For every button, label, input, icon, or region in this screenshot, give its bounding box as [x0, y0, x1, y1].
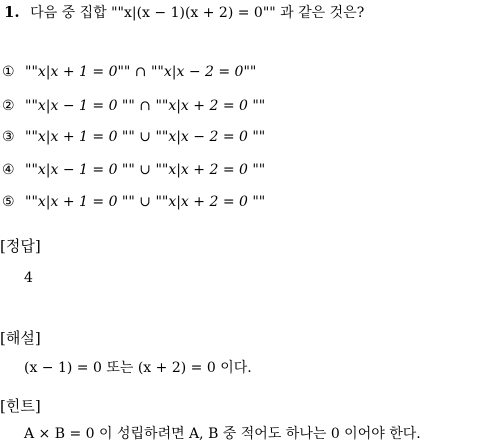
choice-text: ""x|x + 1 = 0 "" ∪ ""x|x + 2 = 0 "" [25, 194, 266, 210]
choice-text: ""x|x + 1 = 0"" ∩ ""x|x − 2 = 0"" [25, 64, 257, 80]
question-number: 1. [4, 3, 20, 21]
explanation-text: (x − 1) = 0 또는 (x + 2) = 0 이다. [24, 360, 252, 376]
hint-text: A × B = 0 이 성립하려면 A, B 중 적어도 하나는 0 이어야 한다. [24, 426, 421, 442]
choice-marker: ⑤ [2, 194, 15, 210]
question-line [4, 4, 364, 21]
choice-2[interactable] [2, 98, 265, 114]
choice-4[interactable] [2, 162, 265, 178]
choice-text: ""x|x − 1 = 0 "" ∪ ""x|x + 2 = 0 "" [25, 162, 266, 178]
choice-1[interactable] [2, 64, 256, 80]
question-text: 다음 중 집합 ""x|(x − 1)(x + 2) = 0"" 과 같은 것은? [30, 5, 365, 21]
choice-marker: ① [2, 64, 15, 80]
choice-3[interactable] [2, 129, 265, 145]
choice-5[interactable] [2, 194, 265, 210]
choice-text: ""x|x − 1 = 0 "" ∩ ""x|x + 2 = 0 "" [25, 98, 266, 114]
explanation-label: [해설] [0, 329, 41, 347]
choice-marker: ② [2, 98, 15, 114]
choice-marker: ④ [2, 162, 15, 178]
answer-value: 4 [24, 270, 33, 286]
hint-label: [힌트] [0, 397, 41, 415]
choice-text: ""x|x + 1 = 0 "" ∪ ""x|x − 2 = 0 "" [25, 129, 266, 145]
choice-marker: ③ [2, 129, 15, 145]
answer-label: [정답] [0, 237, 41, 255]
